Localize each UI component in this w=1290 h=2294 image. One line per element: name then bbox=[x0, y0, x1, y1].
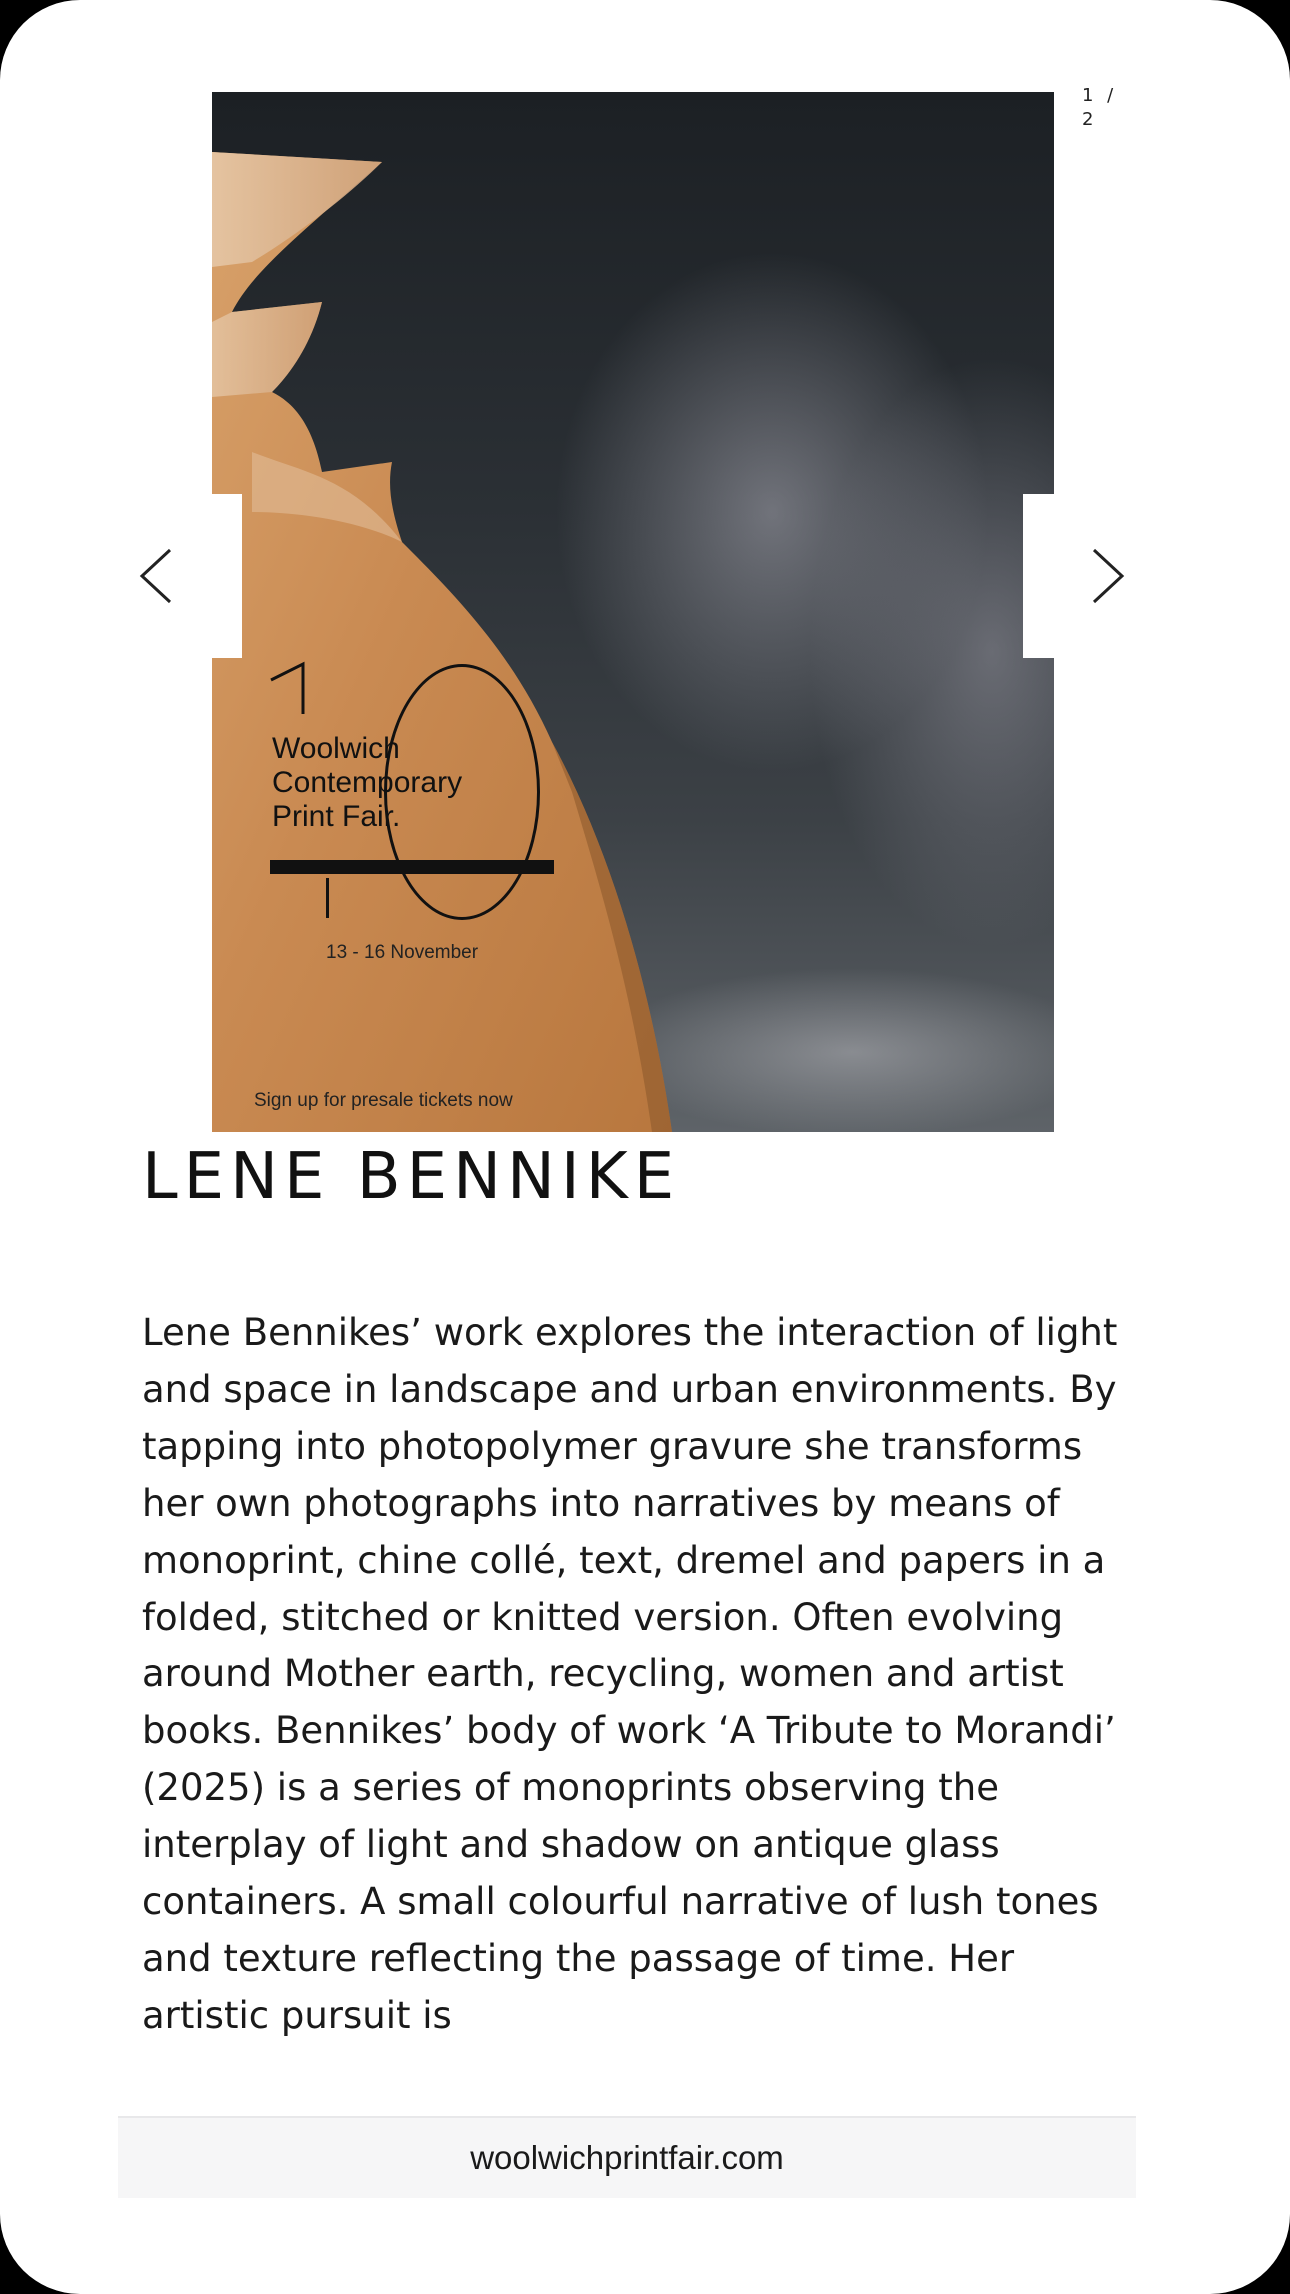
artist-name-heading: LENE BENNIKE bbox=[142, 1140, 681, 1214]
page-counter: 1 / 2 bbox=[1082, 85, 1118, 130]
presale-cta-text: Sign up for presale tickets now bbox=[254, 1090, 513, 1111]
chevron-left-icon bbox=[126, 536, 186, 616]
fair-logo-text: Woolwich Contemporary Print Fair. bbox=[272, 732, 463, 833]
carousel-prev-button[interactable] bbox=[126, 536, 186, 616]
event-dates: 13 - 16 November bbox=[326, 942, 479, 963]
logo-numeral-one bbox=[267, 662, 307, 714]
browser-address-bar[interactable] bbox=[118, 2116, 1136, 2198]
artist-bio-text: Lene Bennikes’ work explores the interaction of light and space in landscape and urban environments. By tapping into photopolymer gravure she transforms her own photographs into narratives by means of monoprint, chine collé, text, dremel and papers in a folded, stitched or knitted version. Often evolving around Mother earth, recycling, women and artist books. Bennikes’ body of work ‘A Tribute to Morandi’ (2025) is a series of monoprints observing the interplay of light and shadow on antique glass containers. A small colourful narrative of lush tones and texture reflecting the passage of time. Her artistic pursuit is bbox=[142, 1311, 1118, 2037]
carousel-next-button[interactable] bbox=[1078, 536, 1138, 616]
carousel-edge-left bbox=[212, 494, 242, 658]
carousel-slide-poster[interactable] bbox=[212, 92, 1054, 1132]
terracotta-vase-artwork bbox=[212, 92, 672, 1132]
site-url[interactable]: woolwichprintfair.com bbox=[470, 2139, 784, 2176]
carousel-edge-right bbox=[1023, 494, 1055, 658]
logo-tick bbox=[326, 878, 329, 918]
logo-bar bbox=[270, 860, 554, 874]
image-carousel[interactable] bbox=[212, 92, 1054, 1132]
chevron-right-icon bbox=[1078, 536, 1138, 616]
